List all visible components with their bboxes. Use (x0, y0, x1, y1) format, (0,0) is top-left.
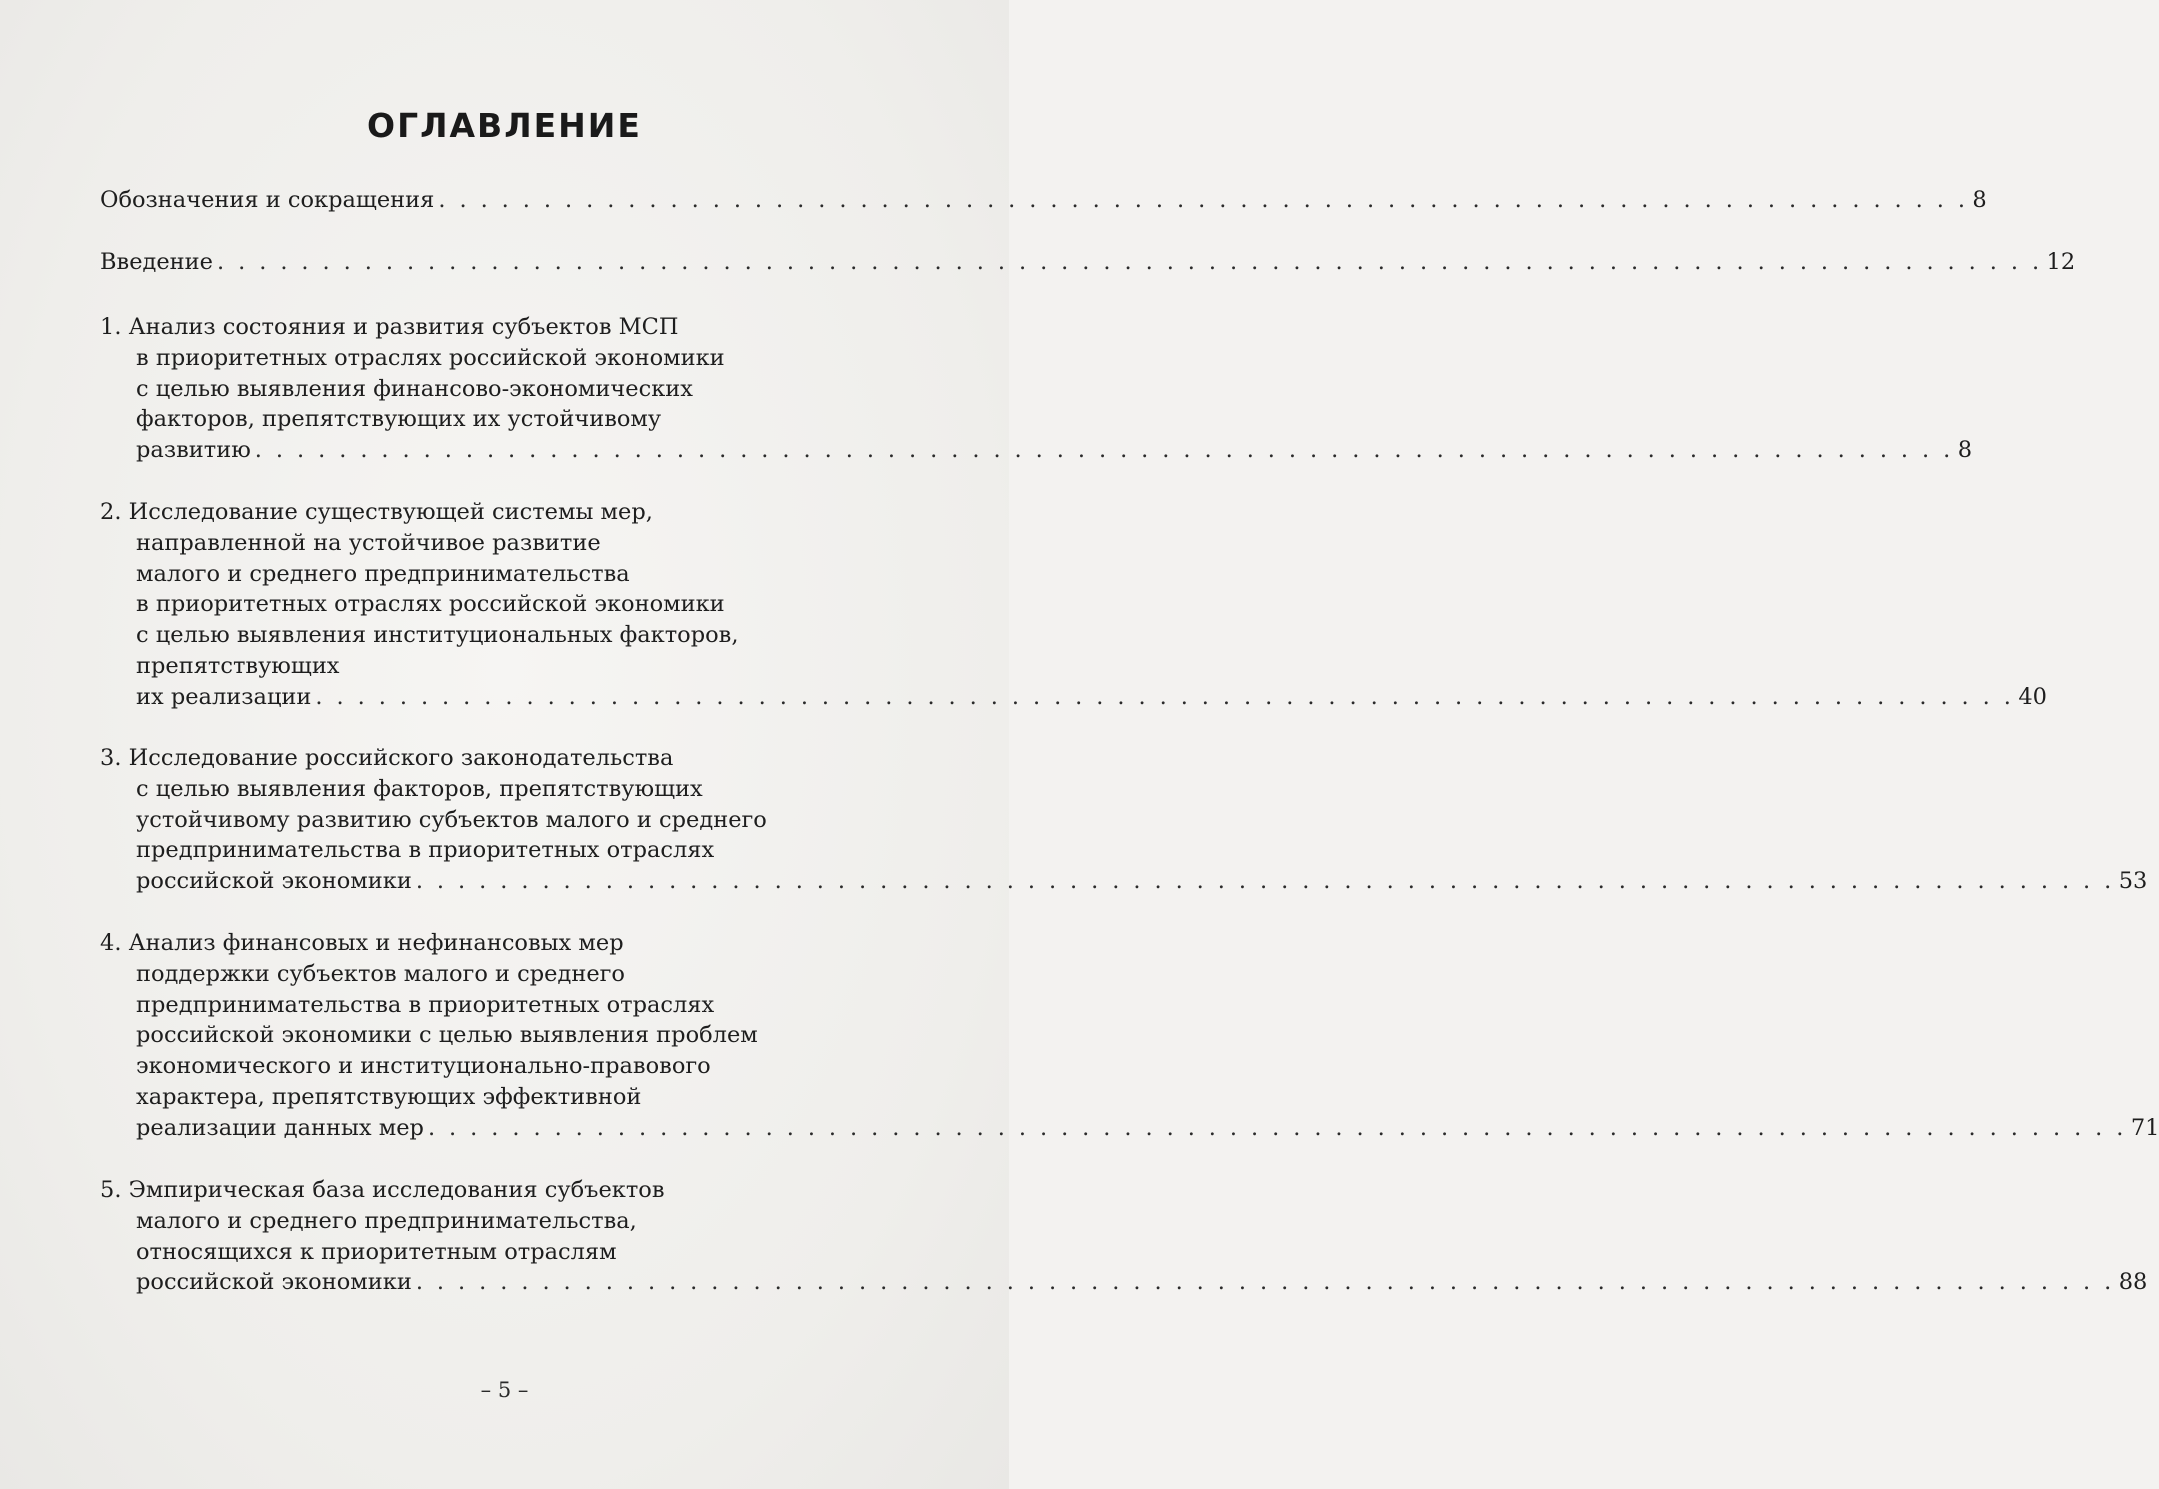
toc-page-number: 71 (2130, 1114, 2159, 1141)
toc-entry-line: малого и среднего предпринимательства, (136, 1207, 637, 1234)
toc-entry-line: 5. Эмпирическая база исследования субъектов (100, 1177, 665, 1203)
toc-entry-last-line (100, 435, 1973, 466)
toc-entry-line: экономического и институционально-правового (136, 1053, 711, 1080)
dot-leader: . . . . . . . . . . . . . . . . . . . . . . . . . . . . . . . . . . . . . . . . . . . . . . . . . . . . . . . . . . . . . . . . . . . . . . . . . . . . . . . . . (415, 868, 2115, 895)
toc-entry-last-line (100, 1113, 2159, 1144)
toc-entry-text: российской экономики (136, 868, 412, 895)
toc-entry-line: в приоритетных отраслях российской экономики (136, 344, 725, 371)
toc-entry-line: факторов, препятствующих их устойчивому (136, 406, 662, 433)
toc-page-number: 8 (1972, 187, 1987, 213)
toc-entry-line: поддержки субъектов малого и среднего (136, 960, 625, 987)
dot-leader: . . . . . . . . . . . . . . . . . . . . . . . . . . . . . . . . . . . . . . . . . . . . . . . . . . . . . . . . . . . . . . . . . . . . . . . . . . . . . . . . . . . . . . . (217, 249, 2043, 275)
toc-entry-abbreviations[interactable] (100, 185, 1987, 216)
toc-entry-line: малого и среднего предпринимательства (136, 560, 630, 587)
toc-entry-last-line (100, 1267, 2148, 1298)
toc-entry-chapter-1[interactable] (100, 312, 1973, 466)
toc-entry-text: российской экономики (136, 1269, 412, 1296)
toc-entry-line: с целью выявления финансово-экономических (136, 375, 693, 402)
toc-entry-text: реализации данных мер (136, 1114, 424, 1141)
toc-entry-line: 4. Анализ финансовых и нефинансовых мер (100, 930, 624, 956)
toc-entry-line: относящихся к приоритетным отраслям (136, 1238, 617, 1265)
toc-entry-last-line (100, 185, 1987, 216)
toc-entry-text: их реализации (136, 683, 312, 710)
toc-entry-chapter-3[interactable] (100, 743, 2148, 897)
toc-entry-chapter-5[interactable] (100, 1175, 2148, 1298)
dot-leader: . . . . . . . . . . . . . . . . . . . . . . . . . . . . . . . . . . . . . . . . . . . . . . . . . . . . . . . . . . . . . . . . . . . . . . . . . . . . . . . . . (427, 1114, 2127, 1141)
toc-entry-text: развитию (136, 437, 251, 464)
toc-entry-line: направленной на устойчивое развитие (136, 529, 601, 556)
toc-entry-introduction[interactable] (100, 247, 2076, 278)
toc-entry-line: предпринимательства в приоритетных отраслях (136, 837, 715, 864)
toc-entry-line: с целью выявления институциональных факторов, (136, 622, 739, 649)
toc-entry-line: препятствующих (136, 652, 340, 679)
toc-entry-line: устойчивому развитию субъектов малого и среднего (136, 806, 767, 833)
toc-entry-line: с целью выявления факторов, препятствующих (136, 775, 703, 802)
page-title: ОГЛАВЛЕНИЕ (367, 106, 642, 145)
toc-entry-last-line (100, 247, 2076, 278)
toc-entry-text: Обозначения и сокращения (100, 187, 435, 213)
toc-page-number: 40 (2018, 683, 2047, 710)
toc-entry-chapter-4[interactable] (100, 928, 2159, 1144)
toc-entry-last-line (100, 866, 2148, 897)
dot-leader: . . . . . . . . . . . . . . . . . . . . . . . . . . . . . . . . . . . . . . . . . . . . . . . . . . . . . . . . . . . . . . . . . . . . . . . . . . . . . . . . . (415, 1269, 2115, 1296)
toc-entry-line: в приоритетных отраслях российской экономики (136, 591, 725, 618)
toc-entry-line: российской экономики с целью выявления проблем (136, 1022, 758, 1049)
toc-entry-text: Введение (100, 249, 213, 275)
toc-page-number: 12 (2046, 249, 2076, 275)
toc-entry-line: предпринимательства в приоритетных отраслях (136, 991, 715, 1018)
toc-entry-line: 3. Исследование российского законодательства (100, 745, 674, 771)
toc-page-number: 88 (2118, 1269, 2148, 1296)
toc-entry-last-line (100, 682, 2047, 713)
toc-page-number: 53 (2118, 868, 2148, 895)
dot-leader: . . . . . . . . . . . . . . . . . . . . . . . . . . . . . . . . . . . . . . . . . . . . . . . . . . . . . . . . . . . . . . . . . . . . . . . . . . . . . . . . . (254, 437, 1954, 464)
toc-page-number: 8 (1957, 437, 1973, 464)
dot-leader: . . . . . . . . . . . . . . . . . . . . . . . . . . . . . . . . . . . . . . . . . . . . . . . . . . . . . . . . . . . . . . . . . . . . . . . . . . . . . . . . . (315, 683, 2015, 710)
toc-entry-chapter-2[interactable] (100, 497, 2047, 713)
toc-entry-line: 1. Анализ состояния и развития субъектов МСП (100, 314, 679, 340)
page-number: – 5 – (480, 1378, 529, 1402)
toc-entry-line: 2. Исследование существующей системы мер, (100, 499, 653, 525)
toc-entry-line: характера, препятствующих эффективной (136, 1083, 642, 1110)
dot-leader: . . . . . . . . . . . . . . . . . . . . . . . . . . . . . . . . . . . . . . . . . . . . . . . . . . . . . . . . . . . . . . . . . . . . . . . . . (438, 187, 1969, 213)
